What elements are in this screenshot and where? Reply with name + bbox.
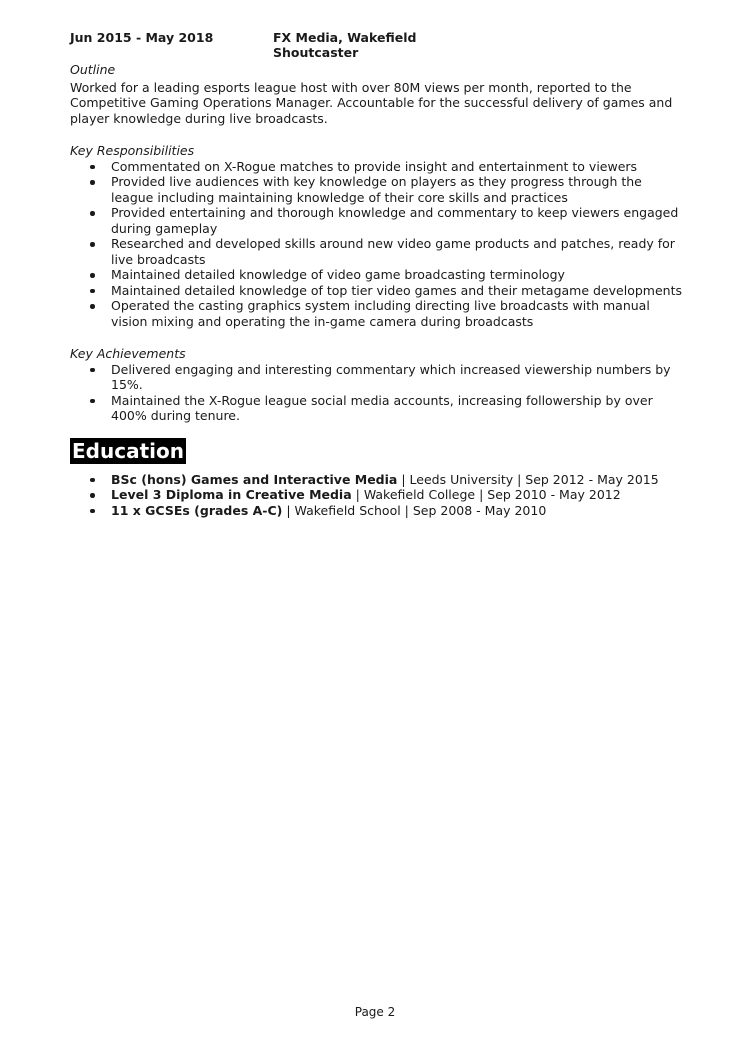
education-item bbox=[111, 487, 685, 503]
outline-text: Worked for a leading esports league host with over 80M views per month, reported to the Competitive Gaming Operations Manager. Accountable for the successful delivery of games and player knowledge during live broadcasts. bbox=[70, 79, 673, 126]
page-number: Page 2 bbox=[354, 1005, 396, 1019]
list-item: Provided entertaining and thorough knowledge and commentary to keep viewers engaged during gameplay bbox=[111, 205, 685, 236]
education-details: | Leeds University | Sep 2012 - May 2015 bbox=[397, 471, 659, 487]
list-item: Maintained detailed knowledge of video game broadcasting terminology bbox=[111, 267, 685, 283]
job-company: FX Media, Wakefield bbox=[273, 30, 417, 45]
list-item: Maintained detailed knowledge of top tier video games and their metagame developments bbox=[111, 283, 685, 299]
list-item: Delivered engaging and interesting commentary which increased viewership numbers by 15%. bbox=[111, 362, 685, 393]
education-item bbox=[111, 503, 685, 519]
list-item: Researched and developed skills around new video game products and patches, ready for live broadcasts bbox=[111, 236, 685, 267]
spacer bbox=[70, 329, 685, 344]
outline-label: Outline bbox=[70, 62, 116, 77]
education-list bbox=[70, 472, 685, 519]
responsibilities-list bbox=[70, 159, 685, 330]
education-item bbox=[111, 472, 685, 488]
responsibilities-label: Key Responsibilities bbox=[70, 143, 195, 158]
job-title: Shoutcaster bbox=[273, 45, 359, 60]
education-heading: Education bbox=[72, 438, 184, 463]
list-item: Operated the casting graphics system including directing live broadcasts with manual vision mixing and operating the in-game camera during broadcasts bbox=[111, 298, 685, 329]
job-company-block bbox=[273, 30, 416, 60]
education-qualification: BSc (hons) Games and Interactive Media bbox=[111, 471, 398, 487]
education-details: | Wakefield School | Sep 2008 - May 2010 bbox=[282, 502, 547, 518]
list-item: Maintained the X-Rogue league social media accounts, increasing followership by over 400% during tenure. bbox=[111, 393, 685, 424]
job-dates: Jun 2015 - May 2018 bbox=[70, 30, 214, 45]
spacer bbox=[70, 126, 685, 141]
resume-page bbox=[70, 30, 685, 518]
list-item: Provided live audiences with key knowledge on players as they progress through the league including maintaining knowledge of their core skills and practices bbox=[111, 174, 685, 205]
education-qualification: Level 3 Diploma in Creative Media bbox=[111, 487, 352, 502]
job-header bbox=[70, 30, 685, 60]
education-details: | Wakefield College | Sep 2010 - May 2012 bbox=[351, 487, 621, 502]
list-item: Commentated on X-Rogue matches to provide insight and entertainment to viewers bbox=[111, 159, 685, 175]
achievements-label: Key Achievements bbox=[70, 346, 186, 361]
achievements-list bbox=[70, 362, 685, 424]
education-qualification: 11 x GCSEs (grades A-C) bbox=[111, 502, 283, 518]
